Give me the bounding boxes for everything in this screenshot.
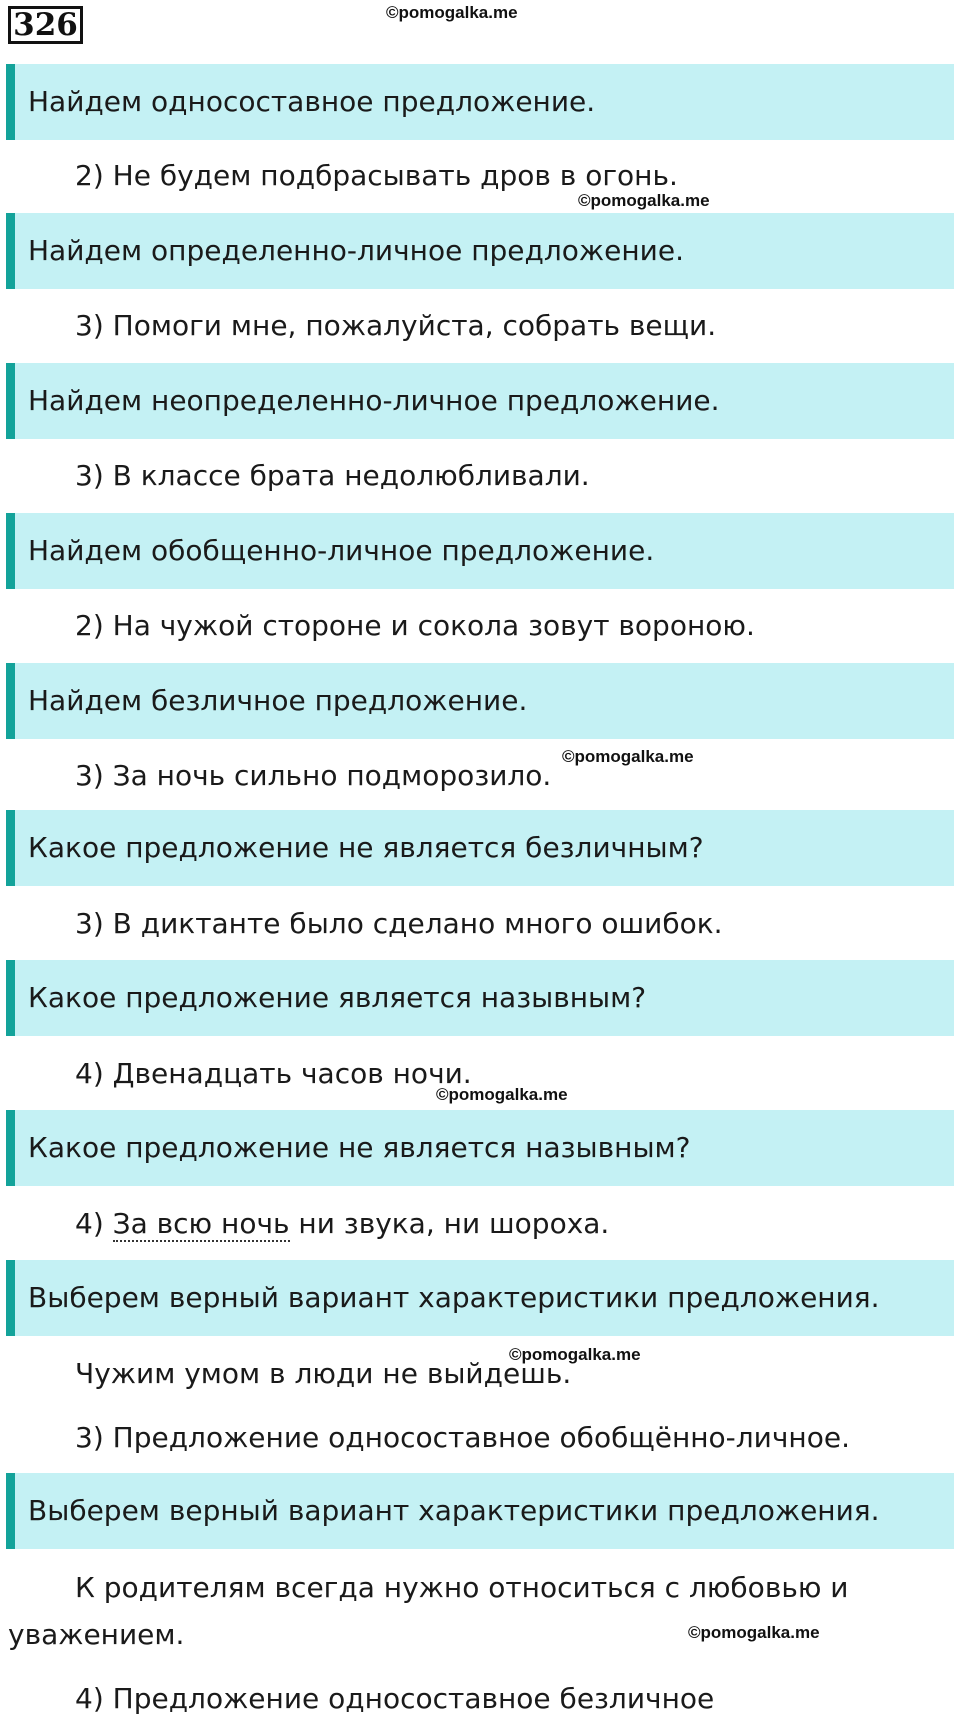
question-6: Какое предложение не является безличным? (6, 810, 954, 886)
answer-7: 4) Двенадцать часов ночи. (75, 1057, 472, 1090)
answer-8 (75, 1206, 609, 1242)
answer-8-suffix: ни звука, ни шороха. (289, 1207, 610, 1240)
watermark: ©pomogalka.me (562, 747, 694, 766)
answer-9: 3) Предложение односоставное обобщённо-личное. (75, 1421, 850, 1454)
question-10: Выберем верный вариант характеристики предложения. (6, 1473, 954, 1549)
watermark: ©pomogalka.me (386, 3, 518, 22)
answer-2: 3) Помоги мне, пожалуйста, собрать вещи. (75, 309, 717, 342)
question-4: Найдем обобщенно-личное предложение. (6, 513, 954, 589)
question-3: Найдем неопределенно-личное предложение. (6, 363, 954, 439)
answer-5: 3) За ночь сильно подморозило. (75, 759, 552, 792)
answer-4: 2) На чужой стороне и сокола зовут вороною. (75, 609, 755, 642)
question-9: Выберем верный вариант характеристики предложения. (6, 1260, 954, 1336)
example-sentence-10: К родителям всегда нужно относиться с любовью и уважением. (8, 1571, 849, 1651)
underlined-phrase: За всю ночь (112, 1207, 290, 1240)
watermark: ©pomogalka.me (688, 1623, 820, 1642)
watermark: ©pomogalka.me (578, 191, 710, 210)
answer-6: 3) В диктанте было сделано много ошибок. (75, 907, 723, 940)
answer-10: 4) Предложение односоставное безличное (75, 1682, 715, 1715)
watermark: ©pomogalka.me (436, 1085, 568, 1104)
question-8: Какое предложение не является назывным? (6, 1110, 954, 1186)
question-1: Найдем односоставное предложение. (6, 64, 954, 140)
answer-3: 3) В классе брата недолюбливали. (75, 459, 590, 492)
question-2: Найдем определенно-личное предложение. (6, 213, 954, 289)
task-number: 326 (8, 6, 83, 44)
watermark: ©pomogalka.me (509, 1345, 641, 1364)
question-7: Какое предложение является назывным? (6, 960, 954, 1036)
question-5: Найдем безличное предложение. (6, 663, 954, 739)
answer-8-prefix: 4) (75, 1207, 113, 1240)
answer-1: 2) Не будем подбрасывать дров в огонь. (75, 159, 678, 192)
example-sentence-9: Чужим умом в люди не выйдешь. (75, 1357, 572, 1390)
